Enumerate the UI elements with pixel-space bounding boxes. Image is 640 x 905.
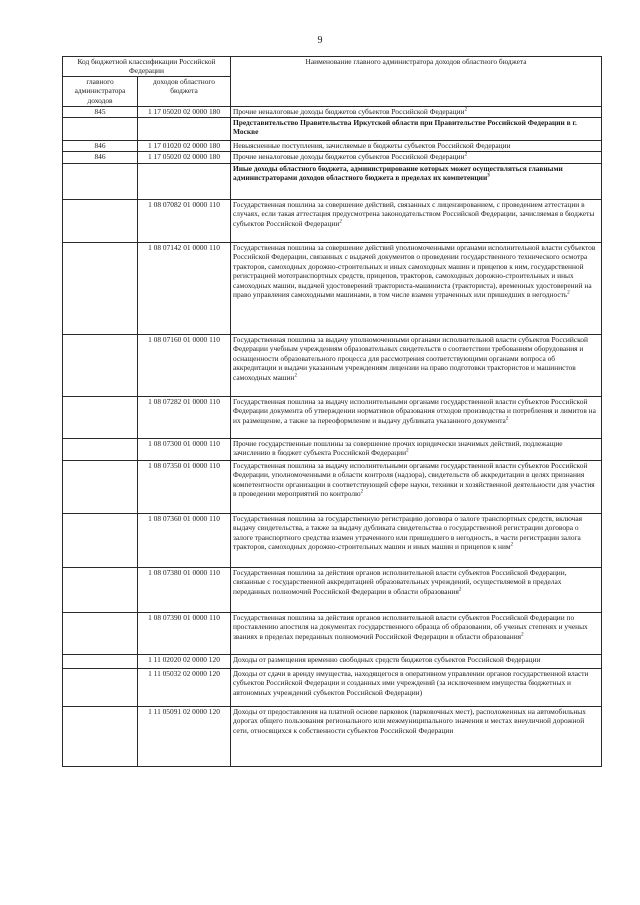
income-name-text: Представительство Правительства Иркутской области при Правительстве Российской Федерации в г. Москве (233, 118, 577, 137)
footnote-marker: 2 (464, 152, 468, 158)
income-name-text: Прочие неналоговые доходы бюджетов субъектов Российской Федерации (233, 107, 465, 116)
income-name-text: Прочие государственные пошлины за совершение прочих юридически значимых действий, подлежащие зачислению в бюджет субъекта Российской Федерации (233, 439, 563, 458)
page-number: 9 (317, 35, 323, 46)
footnote-marker: 2 (567, 290, 570, 296)
table-row (63, 397, 602, 439)
table-row (63, 461, 602, 514)
footnote-marker: 2 (458, 587, 462, 593)
income-name-text: Прочие неналоговые доходы бюджетов субъектов Российской Федерации (233, 152, 465, 161)
admin-code-cell (63, 461, 138, 514)
admin-code-cell (63, 118, 138, 141)
footnote-marker: 2 (521, 632, 524, 638)
footnote-marker: 2 (464, 107, 468, 113)
income-code-cell: 1 17 01020 02 0000 180 (138, 141, 231, 152)
admin-code-cell (63, 164, 138, 200)
table-row (63, 613, 602, 655)
admin-code-cell (63, 655, 138, 669)
footnote-marker: 2 (294, 373, 297, 379)
income-code-cell: 1 08 07282 01 0000 110 (138, 397, 231, 439)
income-name-text: Государственная пошлина за государственную регистрацию договора о залоге транспортных средств, включая выдачу свидетельства, а также за выдачу дубликата свидетельства о государственной регистрации договора о залоге транспортного средства взамен утраченного или пришедшего в негодность, в части регистрации залога тракторов, самоходных дорожно-строительных машин и иных машин и прицепов к ним (233, 514, 583, 552)
footnote-marker: 2 (505, 416, 509, 422)
income-name-text: Доходы от предоставления на платной основе парковок (парковочных мест), расположенных на автомобильных дорогах общего пользования регионального или межмуниципального значения и местах внеуличной дорожной сети, относящихся к собственности субъектов Российской Федерации (233, 707, 586, 735)
income-name-text: Государственная пошлина за действия органов исполнительной власти субъектов Российской Федерации, связанные с государственной аккредитацией образовательных учреждений, осуществляемой в пределах переданных полномочий Российской Федерации в области образования (233, 568, 567, 596)
admin-code-cell (63, 669, 138, 707)
income-code-cell (138, 118, 231, 141)
income-code-cell: 1 11 02020 02 0000 120 (138, 655, 231, 669)
table-row (63, 707, 602, 767)
income-code-cell: 1 17 05020 02 0000 180 (138, 152, 231, 164)
table-row (63, 669, 602, 707)
income-code-cell: 1 17 05020 02 0000 180 (138, 107, 231, 118)
income-name-cell (231, 439, 602, 461)
income-name-cell (231, 152, 602, 164)
admin-code-cell: 845 (63, 107, 138, 118)
admin-code-cell (63, 397, 138, 439)
income-name-cell (231, 397, 602, 439)
admin-code-cell (63, 335, 138, 397)
table-row (63, 152, 602, 164)
income-name-cell (231, 200, 602, 243)
income-name-text: Государственная пошлина за выдачу исполнительными органами государственной власти субъектов Российской Федерации, уполномоченными в области контроля (надзора), свидетельств об аккредитации в целях признания компетентности организации в соответствующей сфере науки, техники и хозяйственной деятельности для участия в проведении мероприятий по контролю (233, 461, 595, 499)
income-name-cell (231, 243, 602, 335)
income-code-cell: 1 08 07300 01 0000 110 (138, 439, 231, 461)
income-code-cell: 1 08 07390 01 0000 110 (138, 613, 231, 655)
header-classification-code: Код бюджетной классификации Российской Федерации (63, 57, 231, 77)
footnote-marker: 3 (487, 173, 490, 179)
footnote-marker: 2 (510, 542, 514, 548)
income-code-cell: 1 11 05091 02 0000 120 (138, 707, 231, 767)
income-name-cell (231, 141, 602, 152)
footnote-marker: 2 (406, 448, 409, 454)
income-code-cell: 1 08 07360 01 0000 110 (138, 514, 231, 568)
income-name-text: Доходы от размещения временно свободных средств бюджетов субъектов Российской Федерации (233, 655, 541, 664)
income-name-cell (231, 655, 602, 669)
income-code-cell: 1 08 07160 01 0000 110 (138, 335, 231, 397)
income-code-cell: 1 08 07380 01 0000 110 (138, 568, 231, 613)
income-name-cell (231, 613, 602, 655)
income-name-text: Государственная пошлина за выдачу уполномоченными органами исполнительной власти субъектов Российской Федерации учебным учреждениям образовательных свидетельств о соответствии требованиям оборудования и оснащенности образовательного процесса для рассмотрения соответствующими органами вопроса об аккредитации и выдачи указанным учреждениям лицензии на право подготовки трактористов и машинистов самоходных машин (233, 335, 588, 382)
admin-code-cell: 846 (63, 141, 138, 152)
footnote-marker: 2 (360, 489, 364, 495)
header-income-code: доходов областного бюджета (138, 77, 231, 107)
table-row (63, 200, 602, 243)
income-name-text: Государственная пошлина за действия органов исполнительной власти субъектов Российской Федерации по проставлению апостиля на документах государственного образца об образовании, об ученых степенях и ученых званиях в пределах переданных полномочий Российской Федерации в области образования (233, 613, 588, 641)
admin-code-cell (63, 514, 138, 568)
table-row (63, 335, 602, 397)
admin-code-cell (63, 439, 138, 461)
income-name-cell (231, 107, 602, 118)
table-row (63, 439, 602, 461)
income-name-cell (231, 707, 602, 767)
admin-code-cell (63, 613, 138, 655)
header-admin-code: главного администратора доходов (63, 77, 138, 107)
admin-code-cell (63, 243, 138, 335)
footnote-marker: 2 (339, 219, 342, 225)
income-code-cell: 1 08 07350 01 0000 110 (138, 461, 231, 514)
admin-code-cell (63, 707, 138, 767)
table-row (63, 141, 602, 152)
table-row (63, 514, 602, 568)
table-row (63, 655, 602, 669)
income-name-text: Государственная пошлина за совершение действий, связанных с лицензированием, с проведением аттестации в случаях, если такая аттестация предусмотрена законодательством Российской Федерации, зачисляемая в бюджеты субъектов Российской Федерации (233, 200, 595, 228)
income-code-cell: 1 11 05032 02 0000 120 (138, 669, 231, 707)
income-name-text: Государственная пошлина за совершение действий уполномоченными органами исполнительной власти субъектов Российской Федерации, связанных с выдачей документов о проведении государственного технического осмотра тракторов, самоходных дорожно-строительных и иных самоходных машин и прицепов к ним, государственной регистрацией мототранспортных средств, прицепов, тракторов, самоходных дорожно-строительных и иных самоходных машин, выдачей удостоверений тракториста-машиниста (тракториста), временных удостоверений на право управления самоходными машинами, в том числе взамен утраченных или пришедших в негодность (233, 243, 596, 300)
income-name-cell (231, 118, 602, 141)
table-row (63, 118, 602, 141)
income-code-cell: 1 08 07142 01 0000 110 (138, 243, 231, 335)
table-row (63, 568, 602, 613)
income-name-text: Невыясненные поступления, зачисляемые в бюджеты субъектов Российской Федерации (233, 141, 511, 150)
income-name-text: Доходы от сдачи в аренду имущества, находящегося в оперативном управлении органов государственной власти субъектов Российской Федерации и созданных ими учреждений (за исключением имущества бюджетных и автономных учреждений субъектов Российской Федерации) (233, 669, 589, 697)
income-code-cell: 1 08 07082 01 0000 110 (138, 200, 231, 243)
header-administrator-name: Наименование главного администратора доходов областного бюджета (231, 57, 602, 107)
income-name-cell (231, 461, 602, 514)
income-code-cell (138, 164, 231, 200)
income-name-text: Иные доходы областного бюджета, администрирование которых может осуществляться главными администраторами доходов областного бюджета в пределах их компетенции (233, 164, 563, 183)
table-row (63, 243, 602, 335)
admin-code-cell: 846 (63, 152, 138, 164)
budget-classification-table (62, 56, 602, 767)
income-name-cell (231, 514, 602, 568)
income-name-text: Государственная пошлина за выдачу исполнительными органами государственной власти субъектов Российской Федерации документа об утверждении нормативов образования отходов производства и потребления и лимитов на их размещение, а также за переоформление и выдачу дубликата указанного документа (233, 397, 596, 425)
income-name-cell (231, 669, 602, 707)
admin-code-cell (63, 200, 138, 243)
table-row (63, 164, 602, 200)
income-name-cell (231, 335, 602, 397)
table-row (63, 107, 602, 118)
admin-code-cell (63, 568, 138, 613)
income-name-cell (231, 164, 602, 200)
income-name-cell (231, 568, 602, 613)
